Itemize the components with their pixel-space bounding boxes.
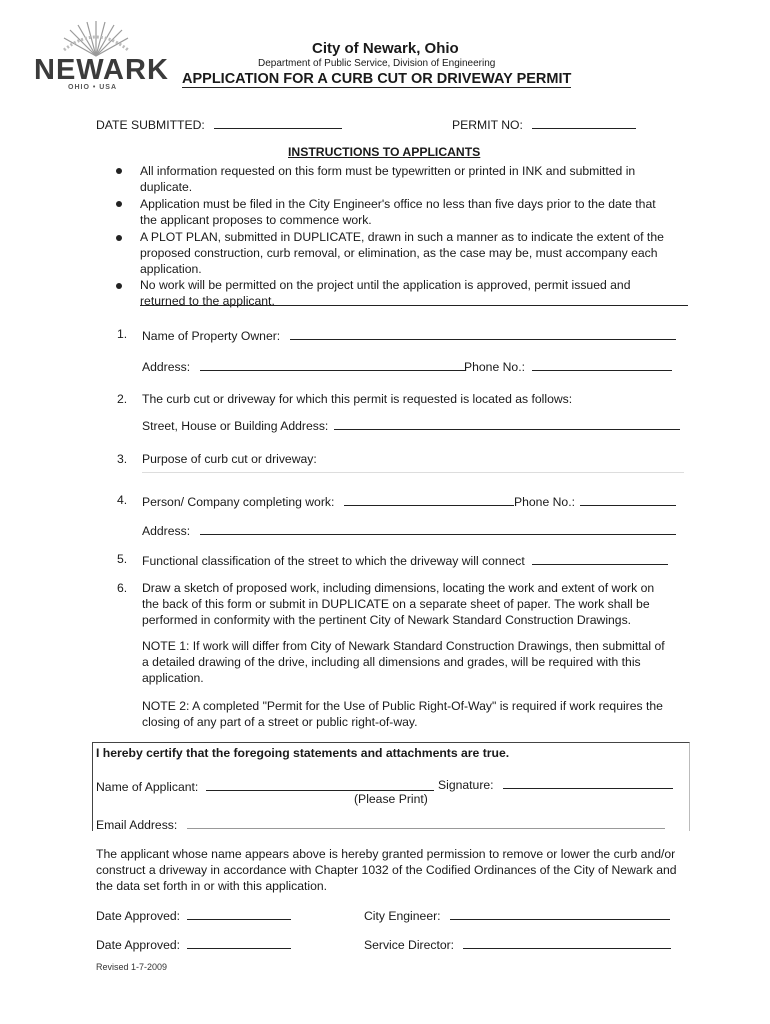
instruction-item [140,196,656,228]
street-classification-label: Functional classification of the street to which the driveway will connect [142,554,525,568]
instruction-line: Application must be filed in the City Engineer's office no less than five days prior to the date that [140,197,656,211]
sketch-line: the back of this form or submit in DUPLICATE on a separate sheet of paper. The work shall be [142,597,650,611]
divider [140,305,688,306]
sketch-line: performed in conformity with the pertinent City of Newark Standard Construction Drawings. [142,613,632,627]
certification-statement: I hereby certify that the foregoing statements and attachments are true. [96,746,510,760]
permit-no-line[interactable] [532,116,636,129]
contractor-line[interactable] [344,493,514,506]
owner-address-field[interactable] [142,358,466,374]
department-name: Department of Public Service, Division of Engineering [258,58,496,69]
date-approved-engineer-field[interactable] [96,907,291,923]
owner-phone-line[interactable] [532,358,672,371]
property-owner-line[interactable] [290,327,676,340]
grant-line: The applicant whose name appears above is hereby granted permission to remove or lower the curb and/or [96,847,676,861]
owner-address-label: Address: [142,360,191,374]
city-engineer-field[interactable] [364,907,670,923]
revision-note: Revised 1-7-2009 [96,962,168,972]
contractor-address-line[interactable] [200,522,676,535]
item-number: 3. [117,452,128,466]
purpose-label: Purpose of curb cut or driveway: [142,452,317,466]
city-engineer-label: City Engineer: [364,909,441,923]
note-2 [142,698,663,730]
service-director-label: Service Director: [364,938,455,952]
street-address-line[interactable] [334,417,680,430]
date-approved-director-field[interactable] [96,936,291,952]
street-classification-field[interactable] [142,552,668,568]
date-approved-line[interactable] [187,936,291,949]
item-number: 2. [117,392,128,406]
permit-no-field[interactable] [452,116,636,132]
instruction-line: All information requested on this form must be typewritten or printed in INK and submitted in [140,164,636,178]
date-submitted-label: DATE SUBMITTED: [96,118,205,132]
city-logo [34,20,169,94]
instruction-line: proposed construction, curb removal, or elimination, as the case may be, must accompany each [140,246,658,260]
email-line[interactable] [187,816,665,829]
date-submitted-line[interactable] [214,116,342,129]
sketch-line: Draw a sketch of proposed work, including dimensions, locating the work and extent of work on [142,581,655,595]
service-director-line[interactable] [463,936,671,949]
instruction-line: duplicate. [140,180,193,194]
instruction-line: the applicant proposes to commence work. [140,213,372,227]
form-title: APPLICATION FOR A CURB CUT OR DRIVEWAY PERMIT [182,71,572,87]
owner-address-line[interactable] [200,358,466,371]
org-title: City of Newark, Ohio [312,40,459,57]
signature-line[interactable] [503,776,673,789]
signature-field[interactable] [438,776,673,792]
instruction-line: returned to the applicant. [140,294,275,308]
purpose-line[interactable] [142,472,684,473]
grant-line: the data set forth in or with this application. [96,879,328,893]
note-line: closing of any part of a street or public right-of-way. [142,715,418,729]
contractor-label: Person/ Company completing work: [142,495,335,509]
bullet-icon [116,201,122,207]
please-print-hint: (Please Print) [354,792,428,806]
property-owner-field[interactable] [142,327,676,343]
date-submitted-field[interactable] [96,116,342,132]
item-number: 6. [117,581,128,595]
instruction-line: No work will be permitted on the project until the application is approved, permit issued and [140,278,631,292]
email-label: Email Address: [96,818,178,832]
location-question: The curb cut or driveway for which this permit is requested is located as follows: [142,392,573,406]
instruction-item [140,229,664,277]
item-number: 4. [117,493,128,507]
contractor-address-label: Address: [142,524,191,538]
note-line: NOTE 1: If work will differ from City of Newark Standard Construction Drawings, then submittal of [142,639,665,653]
contractor-phone-line[interactable] [580,493,676,506]
instruction-item [140,163,635,195]
note-line: NOTE 2: A completed "Permit for the Use of Public Right-Of-Way" is required if work requires the [142,699,663,713]
bullet-icon [116,168,122,174]
note-1 [142,638,665,686]
note-line: application. [142,671,204,685]
contractor-address-field[interactable] [142,522,676,538]
contractor-phone-label: Phone No.: [514,495,575,509]
bullet-icon [116,235,122,241]
owner-phone-field[interactable] [464,358,672,374]
email-field[interactable] [96,816,665,832]
signature-label: Signature: [438,778,494,792]
applicant-name-line[interactable] [206,778,434,791]
item-number: 1. [117,327,128,341]
street-classification-line[interactable] [532,552,668,565]
contractor-field[interactable] [142,493,514,509]
logo-wordmark: NEWARK [34,54,169,86]
instructions-heading: INSTRUCTIONS TO APPLICANTS [288,145,481,159]
service-director-field[interactable] [364,936,671,952]
item-number: 5. [117,552,128,566]
instruction-line: application. [140,262,202,276]
bullet-icon [116,283,122,289]
grant-statement [96,846,677,894]
date-approved-line[interactable] [187,907,291,920]
note-line: a detailed drawing of the drive, including all dimensions and grades, will be required with this [142,655,641,669]
permit-no-label: PERMIT NO: [452,118,523,132]
street-address-field[interactable] [142,417,680,433]
date-approved-label: Date Approved: [96,909,181,923]
applicant-name-label: Name of Applicant: [96,780,199,794]
contractor-phone-field[interactable] [514,493,676,509]
property-owner-label: Name of Property Owner: [142,329,281,343]
city-engineer-line[interactable] [450,907,670,920]
date-approved-label: Date Approved: [96,938,181,952]
sketch-instructions [142,580,654,628]
street-address-label: Street, House or Building Address: [142,419,329,433]
owner-phone-label: Phone No.: [464,360,525,374]
logo-subtitle: OHIO • USA [68,84,118,91]
instruction-line: A PLOT PLAN, submitted in DUPLICATE, drawn in such a manner as to indicate the extent of the [140,230,664,244]
grant-line: construct a driveway in accordance with Chapter 1032 of the Codified Ordinances of the City of Newark and [96,863,677,877]
